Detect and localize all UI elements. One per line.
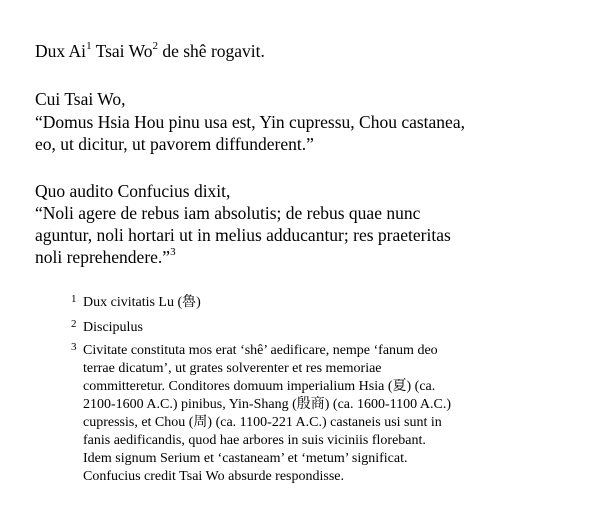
footnote-ref-1: 1 xyxy=(86,40,92,53)
footnote-ref-3: 3 xyxy=(170,246,176,259)
footnote-3-line-3: committeretur. Conditores domuum imperialium Hsia (夏) (ca. xyxy=(83,379,436,394)
footnote-3-line-8: Confucius credit Tsai Wo absurde respondisse. xyxy=(83,469,344,484)
intro-text-a: Dux Ai xyxy=(35,41,87,61)
intro-text-c: de shê rogavit. xyxy=(157,41,265,61)
reply-line-2: eo, ut dicitur, ut pavorem diffunderent.” xyxy=(35,134,314,154)
intro-line xyxy=(35,40,265,62)
confucius-intro: Quo audito Confucius dixit, xyxy=(35,181,231,201)
footnote-2-line-1: Discipulus xyxy=(83,320,143,335)
confucius-line-3-text: noli reprehendere.” xyxy=(35,247,171,267)
footnote-3-line-7: Idem signum Serium et ‘castaneam’ et ‘metum’ significat. xyxy=(83,451,408,466)
footnote-3-line-4: 2100-1600 A.C.) pinibus, Yin-Shang (殷商) (ca. 1600-1100 A.C.) xyxy=(83,397,451,412)
intro-text-b: Tsai Wo xyxy=(91,41,153,61)
reply-line-1: “Domus Hsia Hou pinu usa est, Yin cupressu, Chou castanea, xyxy=(35,112,465,132)
footnote-ref-2: 2 xyxy=(152,40,158,53)
footnote-1-line-1: Dux civitatis Lu (魯) xyxy=(83,295,201,310)
confucius-line-3 xyxy=(35,246,176,268)
footnote-number-2: 2 xyxy=(71,318,77,330)
reply-intro: Cui Tsai Wo, xyxy=(35,89,126,109)
footnote-3-line-6: fanis aedificandis, quod hae arbores in suis viciniis florebant. xyxy=(83,433,426,448)
footnote-number-1: 1 xyxy=(71,293,77,305)
footnote-3-line-1: Civitate constituta mos erat ‘shê’ aedificare, nempe ‘fanum deo xyxy=(83,343,438,358)
footnote-3-line-5: cupressis, et Chou (周) (ca. 1100-221 A.C.) castaneis usi sunt in xyxy=(83,415,442,430)
footnote-3-line-2: terrae dicatum’, ut grates solverenter et res memoriae xyxy=(83,361,382,376)
confucius-line-2: aguntur, noli hortari ut in melius adducantur; res praeteritas xyxy=(35,225,451,245)
footnote-number-3: 3 xyxy=(71,341,77,353)
confucius-line-1: “Noli agere de rebus iam absolutis; de rebus quae nunc xyxy=(35,203,421,223)
